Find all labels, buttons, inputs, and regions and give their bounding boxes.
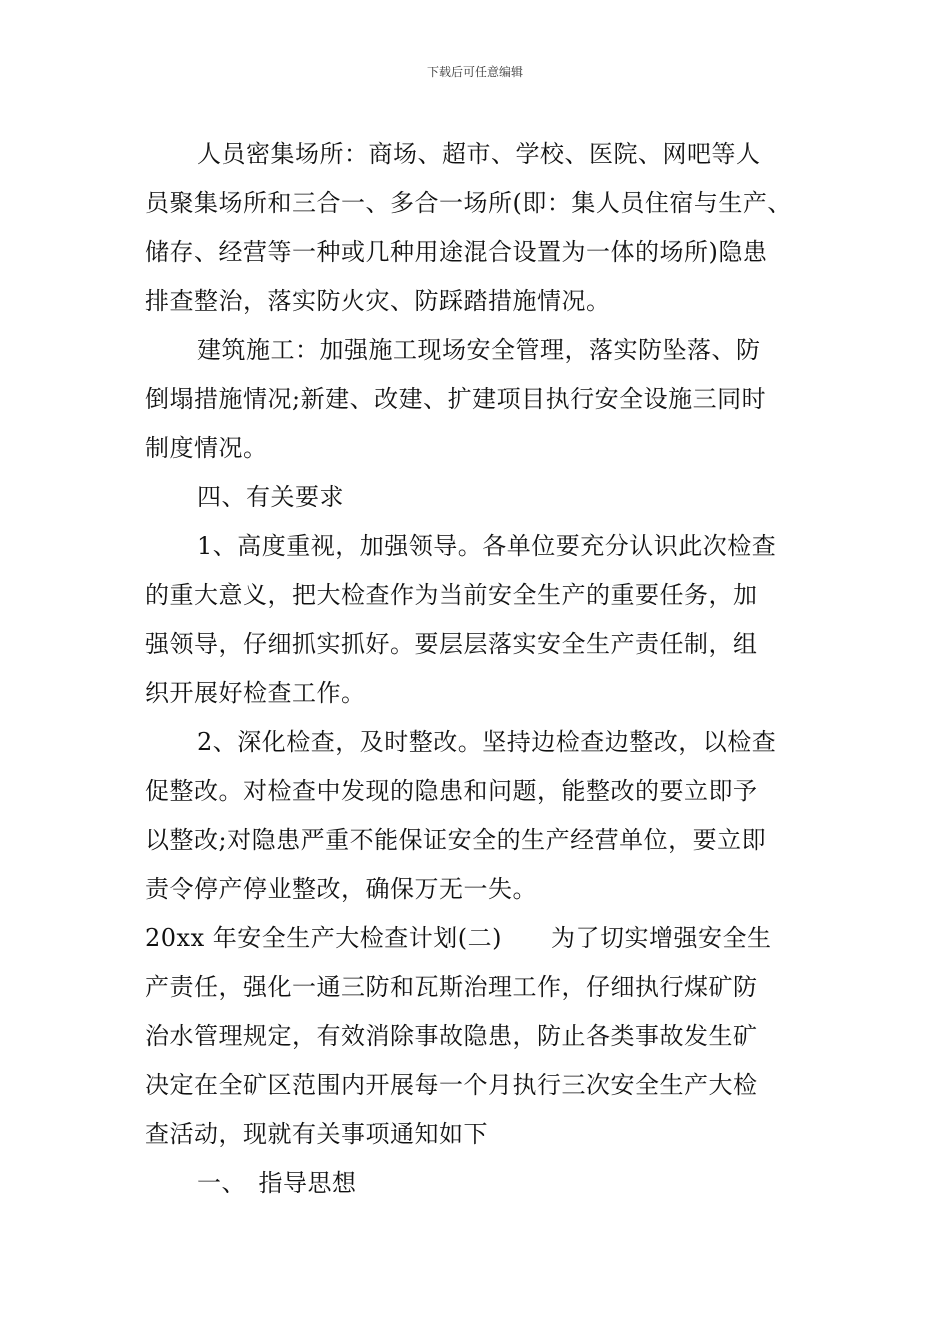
text-line: 以整改;对隐患严重不能保证安全的生产经营单位，要立即	[145, 826, 767, 854]
page-header: 下载后可任意编辑	[426, 65, 523, 79]
text-line: 强领导，仔细抓实抓好。要层层落实安全生产责任制，组	[145, 630, 758, 658]
text-line: 建筑施工：加强施工现场安全管理，落实防坠落、防	[197, 336, 761, 364]
text-line: 制度情况。	[145, 434, 268, 462]
text-line: 人员密集场所：商场、超市、学校、医院、网吧等人	[197, 140, 761, 168]
text-line: 倒塌措施情况;新建、改建、扩建项目执行安全设施三同时	[145, 385, 767, 413]
text-line: 促整改。对检查中发现的隐患和问题，能整改的要立即予	[145, 777, 758, 805]
section-heading: 一、 指导思想	[197, 1169, 357, 1197]
text-line: 产责任，强化一通三防和瓦斯治理工作，仔细执行煤矿防	[145, 973, 758, 1001]
text-line: 织开展好检查工作。	[145, 679, 366, 707]
text-line: 储存、经营等一种或几种用途混合设置为一体的场所)隐患	[145, 238, 768, 266]
text-line: 查活动，现就有关事项通知如下	[145, 1120, 488, 1148]
text-line: 的重大意义，把大检查作为当前安全生产的重要任务，加	[145, 581, 758, 609]
text-line: 决定在全矿区范围内开展每一个月执行三次安全生产大检	[145, 1071, 758, 1099]
text-line: 20xx 年安全生产大检查计划(二) 为了切实增强安全生	[145, 924, 772, 952]
text-line: 排查整治，落实防火灾、防踩踏措施情况。	[145, 287, 611, 315]
text-line: 2、深化检查，及时整改。坚持边检查边整改，以检查	[197, 728, 777, 756]
text-line: 治水管理规定，有效消除事故隐患，防止各类事故发生矿	[145, 1022, 758, 1050]
text-line: 员聚集场所和三合一、多合一场所(即：集人员住宿与生产、	[145, 189, 792, 217]
section-heading: 四、有关要求	[197, 483, 344, 511]
document-body	[145, 130, 815, 1208]
text-line: 责令停产停业整改，确保万无一失。	[145, 875, 537, 903]
text-line: 1、高度重视，加强领导。各单位要充分认识此次检查	[197, 532, 777, 560]
